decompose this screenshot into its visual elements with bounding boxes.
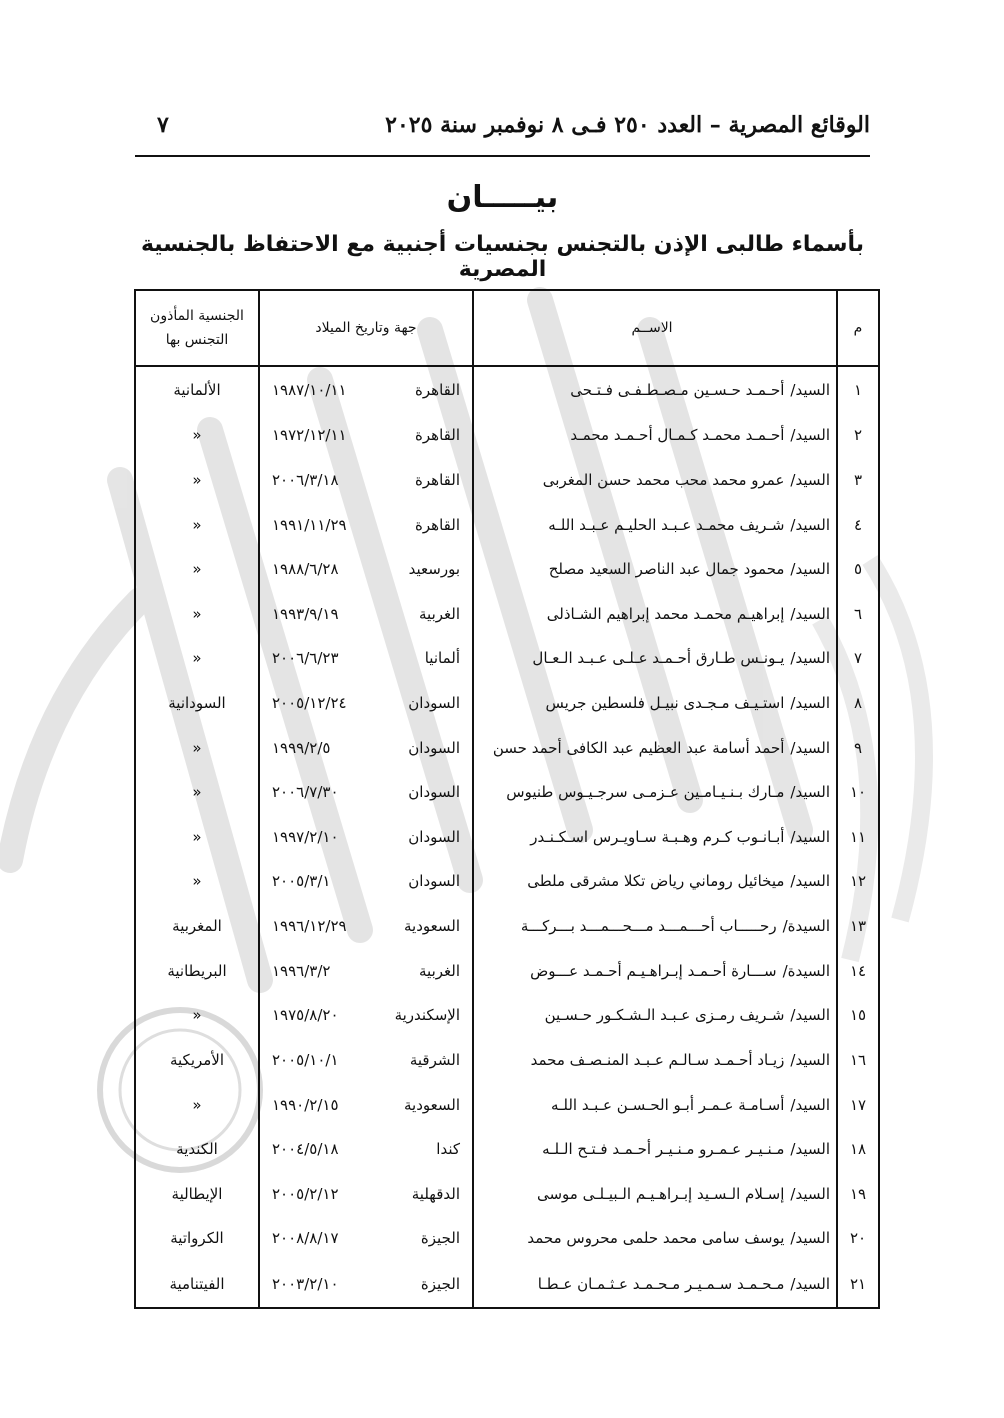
applicant-name: ميخائيل روماني رياض تكلا مشرقى ملطى [527,872,785,891]
honorific: السيد/ [790,1006,830,1025]
birth-date: ١٩٩٣/٩/١٩ [272,604,339,623]
birth-cell [259,636,473,681]
table-row [135,413,879,458]
applicant-name-cell [473,725,837,770]
birth-place: السودان [408,827,460,846]
birth-date: ٢٠٠٤/٥/١٨ [272,1140,339,1159]
document-subtitle: بأسماء طالبى الإذن بالتجنس بجنسيات أجنبية مع الاحتفاظ بالجنسية المصرية [140,232,865,282]
row-number: ١٧ [837,1082,879,1127]
birth-place: الدقهلية [411,1184,460,1203]
applicants-table [134,289,880,1309]
row-number: ٥ [837,547,879,592]
honorific: السيد/ [790,827,830,846]
honorific: السيد/ [790,560,830,579]
table-row [135,458,879,503]
birth-cell [259,948,473,993]
birth-place: السودان [408,738,460,757]
nationality: « [135,413,259,458]
row-number: ١١ [837,815,879,860]
row-number: ١٦ [837,1038,879,1083]
birth-cell [259,1216,473,1261]
birth-cell [259,725,473,770]
birth-date: ٢٠٠٥/٣/١ [272,872,331,891]
birth-place: الشرقية [409,1050,460,1069]
table-row [135,1216,879,1261]
applicant-name-cell [473,502,837,547]
birth-date: ١٩٨٧/١٠/١١ [272,381,347,400]
table-row [135,1261,879,1308]
birth-date: ٢٠٠٦/٧/٣٠ [272,783,339,802]
birth-date: ٢٠٠٣/٢/١٠ [272,1274,339,1293]
header-num: م [837,290,879,366]
honorific: السيد/ [790,783,830,802]
honorific: السيد/ [790,1229,830,1248]
applicant-name-cell [473,547,837,592]
honorific: السيدة/ [782,961,830,980]
birth-place: السعودية [403,917,460,936]
applicant-name: أبـانـوب كـرم وهـبـة سـاويـرس اسـكـنـدر [530,827,785,846]
birth-date: ٢٠٠٥/١٢/٢٤ [272,694,347,713]
birth-date: ١٩٩٩/٢/٥ [272,738,331,757]
birth-place: السعودية [403,1095,460,1114]
applicant-name: شـريف رمـزى عـبـد الـشـكـور حـسـين [544,1006,785,1025]
birth-date: ١٩٩٦/٣/٢ [272,961,331,980]
table-row [135,636,879,681]
applicant-name: أحـمـد محمـد كـمـال أحـمـد محمـد [570,426,785,445]
table-row [135,1171,879,1216]
applicant-name: ســـارة أحـمـد إبـراهـيـم أحـمـد عـــوض [530,961,777,980]
applicant-name-cell [473,1038,837,1083]
row-number: ١٨ [837,1127,879,1172]
birth-date: ٢٠٠٨/٨/١٧ [272,1229,339,1248]
applicant-name: يوسف سامى محمد حلمى محروس محمد [527,1229,785,1248]
applicant-name: مـارك بـنـيـامـين عـزمـى سرجـيـوس طنيوس [506,783,785,802]
applicant-name: مـنـيـر عـمـرو مـنـيـر أحـمـد فـتـح الـلـه [542,1140,785,1159]
honorific: السيد/ [790,1140,830,1159]
row-number: ٣ [837,458,879,503]
row-number: ٢٠ [837,1216,879,1261]
applicant-name: محمود جمال عبد الناصر السعيد مصلح [548,560,785,579]
birth-place: بورسعيد [408,560,460,579]
table-row [135,815,879,860]
applicant-name-cell [473,636,837,681]
birth-cell [259,1082,473,1127]
table-row [135,592,879,637]
row-number: ١٠ [837,770,879,815]
applicant-name: عمرو محمد محب محمد حسن المغربى [542,471,785,489]
applicant-name: أحـمـد حـسـين مـصـطـفـى فـتـحى [570,381,785,400]
nationality: السودانية [135,681,259,726]
birth-place: الغربية [419,961,460,980]
row-number: ١٢ [837,859,879,904]
header-divider [135,155,870,157]
table-row [135,904,879,949]
honorific: السيد/ [790,604,830,623]
header-name: الاســم [473,290,837,366]
nationality: « [135,725,259,770]
nationality: « [135,815,259,860]
honorific: السيد/ [790,381,830,400]
birth-cell [259,681,473,726]
applicant-name-cell [473,1216,837,1261]
birth-date: ١٩٩٠/٢/١٥ [272,1095,339,1114]
birth-place: السودان [408,694,460,713]
document-title: بيـــــان [446,180,559,215]
birth-cell [259,458,473,503]
row-number: ١ [837,366,879,413]
nationality: الأمريكية [135,1038,259,1083]
honorific: السيد/ [790,426,830,445]
honorific: السيد/ [790,1274,830,1293]
row-number: ٨ [837,681,879,726]
birth-date: ١٩٧٥/٨/٢٠ [272,1006,339,1025]
header-nationality-line2: التجنس بها [165,332,229,348]
applicant-name: إبراهيـم محمـد محمد إبراهيم الشـاذلى [546,604,785,623]
honorific: السيد/ [790,1095,830,1114]
birth-place: القاهرة [415,381,460,400]
birth-date: ٢٠٠٦/٣/١٨ [272,471,339,489]
applicant-name-cell [473,993,837,1038]
birth-place: كندا [436,1140,460,1159]
applicant-name-cell [473,948,837,993]
honorific: السيد/ [790,1050,830,1069]
row-number: ١٥ [837,993,879,1038]
nationality: « [135,458,259,503]
applicant-name-cell [473,859,837,904]
applicant-name: مـحـمـد سـمـيـر مـحـمـد عـثـمـان عـطـا [537,1274,785,1293]
row-number: ٢ [837,413,879,458]
nationality: « [135,859,259,904]
table-row [135,1082,879,1127]
birth-cell [259,547,473,592]
gazette-title: الوقائع المصرية – العدد ٢٥٠ فـى ٨ نوفمبر سنة ٢٠٢٥ [385,112,870,138]
birth-cell [259,1127,473,1172]
applicant-name-cell [473,1171,837,1216]
table-row [135,859,879,904]
birth-place: الجيزة [420,1274,460,1293]
honorific: السيد/ [790,1184,830,1203]
birth-place: السودان [408,783,460,802]
applicant-name: استـيـف مـجـدى نبيـل فلسطين جريس [545,694,785,713]
honorific: السيد/ [790,471,830,489]
nationality: « [135,993,259,1038]
page-number: ٧ [157,112,169,138]
birth-place: ألمانيا [424,649,460,668]
birth-place: السودان [408,872,460,891]
table-row [135,547,879,592]
applicant-name-cell [473,681,837,726]
nationality: الإيطالية [135,1171,259,1216]
applicant-name-cell [473,1082,837,1127]
header-nationality [135,290,259,366]
table-row [135,502,879,547]
applicant-name-cell [473,1127,837,1172]
applicant-name: زيـاد أحـمـد سـالـم عـبـد المنـصـف محمد [530,1050,785,1069]
birth-date: ١٩٨٨/٦/٢٨ [272,560,339,579]
applicant-name-cell [473,366,837,413]
applicant-name-cell [473,1261,837,1308]
birth-date: ٢٠٠٥/١٠/١ [272,1050,339,1069]
nationality: الكندية [135,1127,259,1172]
applicant-name-cell [473,592,837,637]
nationality: « [135,770,259,815]
birth-place: القاهرة [415,471,460,489]
table-header-row [135,290,879,366]
table-row [135,948,879,993]
row-number: ٤ [837,502,879,547]
applicant-name-cell [473,413,837,458]
row-number: ١٩ [837,1171,879,1216]
birth-place: الغربية [419,604,460,623]
birth-cell [259,859,473,904]
applicant-name: أسـامـة عـمـر أبـو الحـسـن عـبـد اللـه [550,1095,785,1114]
nationality: الفيتنامية [135,1261,259,1308]
applicant-name-cell [473,815,837,860]
header-birth: جهة وتاريخ الميلاد [259,290,473,366]
table-row [135,770,879,815]
birth-date: ٢٠٠٦/٦/٢٣ [272,649,339,668]
birth-place: القاهرة [415,426,460,445]
applicant-name-cell [473,458,837,503]
applicant-name-cell [473,770,837,815]
applicant-name: يـونـس طـارق أحـمـد عـلـى عـبـد الـعـال [532,649,785,668]
honorific: السيد/ [790,694,830,713]
birth-place: القاهرة [415,515,460,534]
nationality: الكرواتية [135,1216,259,1261]
honorific: السيد/ [790,738,830,757]
applicant-name: إسـلام الـسـيد إبـراهـيـم الـبيـلـى موسى [536,1184,785,1203]
table-row [135,725,879,770]
applicant-name: رحـــــاب أحـــمـــد مـــحـــمـــد بـــركـــة [520,917,777,936]
table-row [135,1038,879,1083]
birth-cell [259,1261,473,1308]
nationality: « [135,592,259,637]
birth-cell [259,592,473,637]
row-number: ٢١ [837,1261,879,1308]
honorific: السيدة/ [782,917,830,936]
birth-place: الجيزة [420,1229,460,1248]
nationality: « [135,1082,259,1127]
page-header [135,112,870,154]
nationality: « [135,547,259,592]
birth-cell [259,993,473,1038]
table-row [135,681,879,726]
honorific: السيد/ [790,872,830,891]
row-number: ١٣ [837,904,879,949]
birth-cell [259,770,473,815]
applicant-name: أحمد أسامة عبد العظيم عبد الكافى أحمد حسن [492,738,785,757]
birth-date: ١٩٩٧/٢/١٠ [272,827,339,846]
nationality: المغربية [135,904,259,949]
birth-date: ١٩٩١/١١/٢٩ [272,515,347,534]
row-number: ٩ [837,725,879,770]
applicant-name-cell [473,904,837,949]
birth-place: الإسكندرية [394,1006,460,1025]
birth-date: ١٩٩٦/١٢/٢٩ [272,917,347,936]
row-number: ٧ [837,636,879,681]
honorific: السيد/ [790,515,830,534]
table-row [135,366,879,413]
nationality: الألمانية [135,366,259,413]
birth-cell [259,502,473,547]
birth-cell [259,904,473,949]
birth-cell [259,815,473,860]
birth-cell [259,1171,473,1216]
birth-date: ١٩٧٢/١٢/١١ [272,426,347,445]
nationality: البريطانية [135,948,259,993]
birth-cell [259,1038,473,1083]
nationality: « [135,636,259,681]
applicant-name: شـريف محمـد عـبـد الحليـم عـبـد اللـه [548,515,785,534]
row-number: ١٤ [837,948,879,993]
table-row [135,993,879,1038]
row-number: ٦ [837,592,879,637]
birth-cell [259,366,473,413]
nationality: « [135,502,259,547]
birth-date: ٢٠٠٥/٢/١٢ [272,1184,339,1203]
birth-cell [259,413,473,458]
honorific: السيد/ [790,649,830,668]
table-row [135,1127,879,1172]
header-nationality-line1: الجنسية المأذون [150,308,244,324]
